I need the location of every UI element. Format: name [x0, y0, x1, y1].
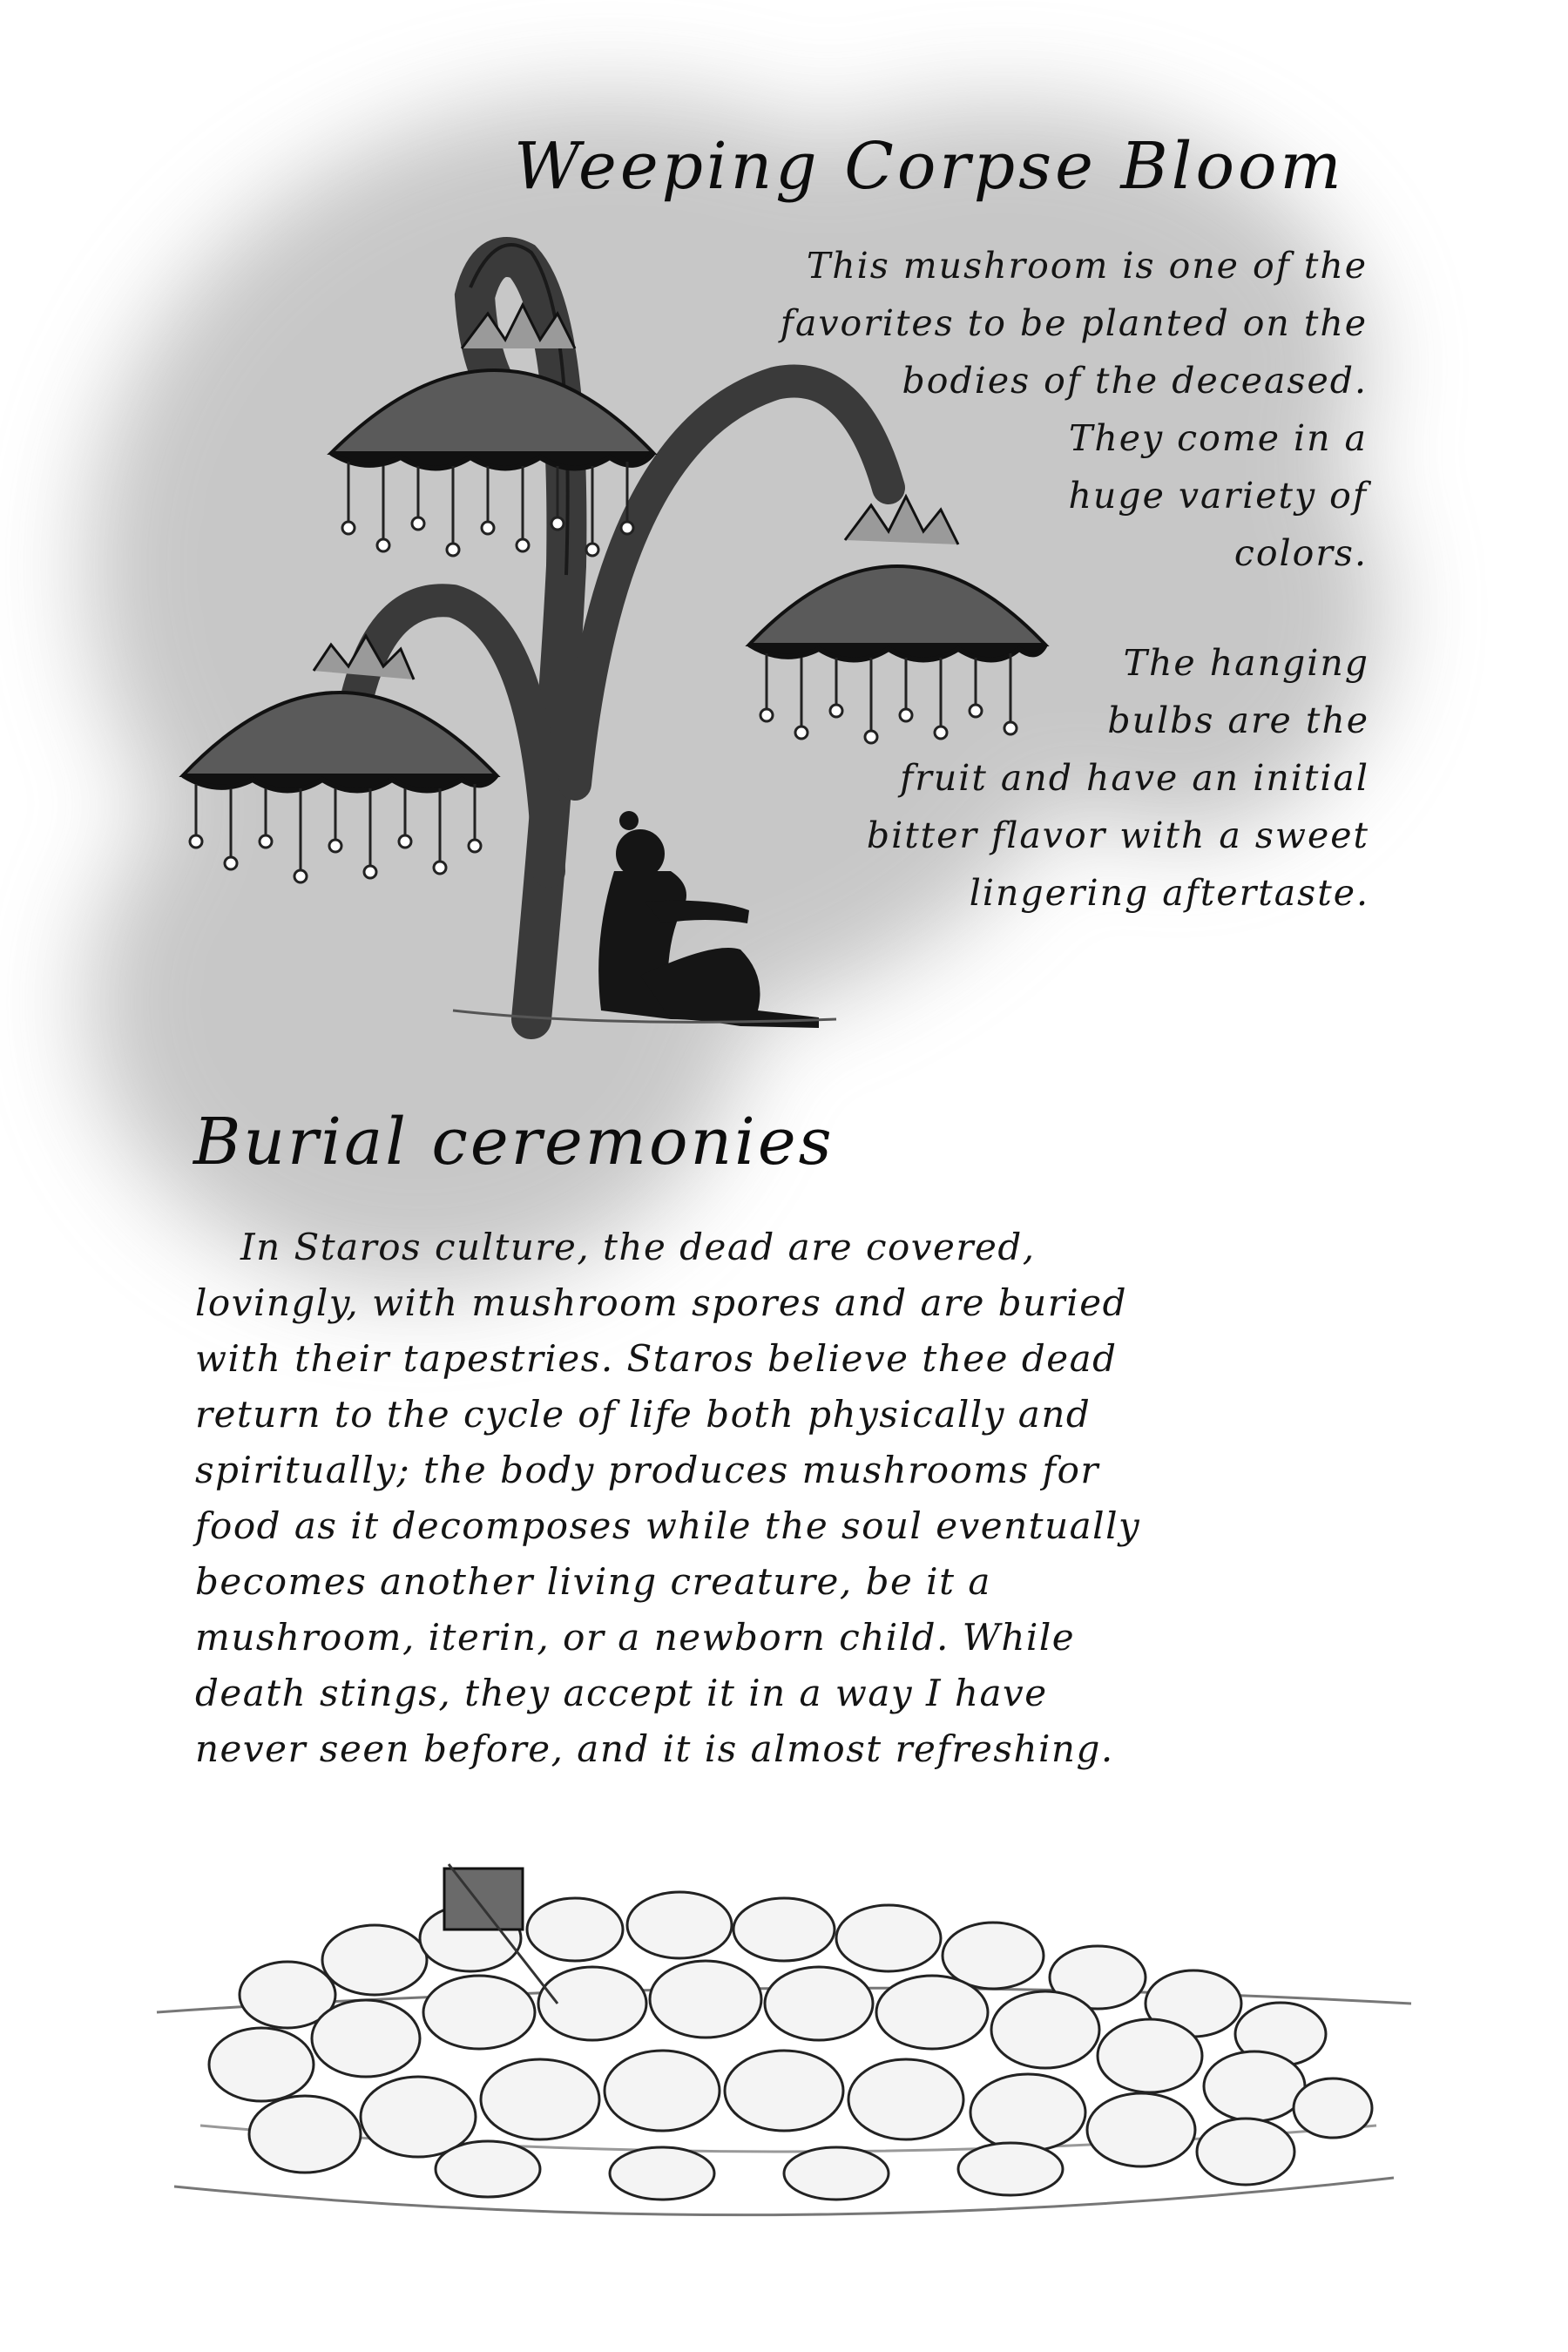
text-line: becomes another living creature, be it a	[195, 1560, 991, 1603]
bloom-description-paragraph-1	[781, 237, 1368, 582]
sitting-figure	[598, 811, 819, 1028]
text-line: huge variety of	[1068, 475, 1368, 517]
text-line: death stings, they accept it in a way I have	[195, 1672, 1048, 1714]
text-line: lovingly, with mushroom spores and are buried	[195, 1281, 1127, 1324]
text-line: with their tapestries. Staros believe thee dead	[195, 1337, 1118, 1380]
text-line: mushroom, iterin, or a newborn child. While	[195, 1616, 1076, 1659]
stone-cairn-illustration	[157, 1864, 1411, 2215]
section-title-burial-ceremonies: Burial ceremonies	[193, 1105, 835, 1179]
text-line: The hanging	[1123, 642, 1369, 684]
burial-ceremonies-paragraph	[195, 1220, 1397, 1777]
text-line: favorites to be planted on the	[780, 302, 1368, 344]
text-line: food as it decomposes while the soul eventually	[195, 1504, 1141, 1547]
text-line: never seen before, and it is almost refreshing.	[195, 1727, 1114, 1770]
text-line: In Staros culture, the dead are covered,	[240, 1226, 1036, 1268]
mushroom-cap-left	[183, 636, 497, 882]
bloom-description-paragraph-2	[867, 634, 1369, 922]
text-line: bulbs are the	[1107, 700, 1369, 741]
text-line: spiritually; the body produces mushrooms for	[195, 1449, 1099, 1491]
text-line: fruit and have an initial	[900, 757, 1369, 799]
text-line: colors.	[1233, 532, 1368, 574]
text-line: They come in a	[1068, 417, 1368, 459]
mushroom-cap-top	[331, 305, 653, 556]
page-title-weeping-corpse-bloom: Weeping Corpse Bloom	[514, 129, 1345, 204]
text-line: lingering aftertaste.	[969, 872, 1369, 914]
text-line: This mushroom is one of the	[806, 245, 1368, 287]
text-line: bitter flavor with a sweet	[866, 814, 1369, 856]
text-line: return to the cycle of life both physically and	[195, 1393, 1092, 1436]
text-line: bodies of the deceased.	[902, 360, 1368, 402]
